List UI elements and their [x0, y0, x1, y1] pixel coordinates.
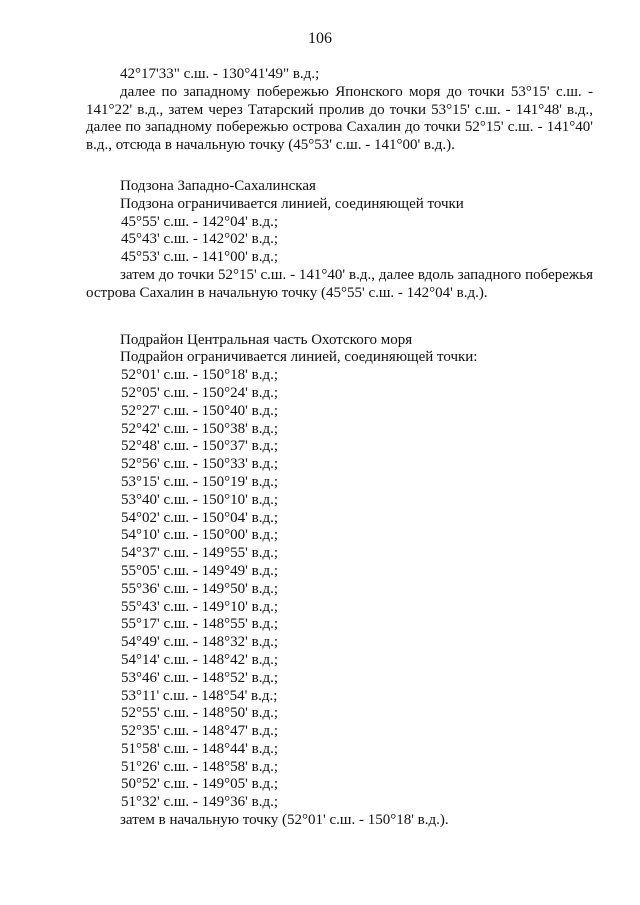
coordinate-point: 52°27' с.ш. - 150°40' в.д.; [121, 402, 278, 419]
coordinate-point: 45°55' с.ш. - 142°04' в.д.; [121, 213, 278, 230]
section-intro-west-sakhalin: Подзона ограничивается линией, соединяющей точки [120, 195, 464, 212]
coordinate-line: 42°17'33" с.ш. - 130°41'49" в.д.; [120, 66, 320, 82]
coordinate-point: 45°43' с.ш. - 142°02' в.д.; [121, 231, 278, 248]
coordinate-point: 52°55' с.ш. - 148°50' в.д.; [121, 705, 278, 722]
coordinate-list-west-sakhalin [86, 214, 593, 267]
coordinate-point: 54°14' с.ш. - 148°42' в.д.; [121, 651, 278, 668]
coordinate-point: 52°42' с.ш. - 150°38' в.д.; [121, 420, 278, 437]
coordinate-point: 53°11' с.ш. - 148°54' в.д.; [121, 687, 278, 704]
coordinate-point: 53°40' с.ш. - 150°10' в.д.; [121, 491, 278, 508]
document-body [86, 66, 593, 830]
coordinate-point: 53°15' с.ш. - 150°19' в.д.; [121, 473, 278, 490]
coordinate-point: 52°01' с.ш. - 150°18' в.д.; [121, 367, 278, 384]
coordinate-point: 54°10' с.ш. - 150°00' в.д.; [121, 527, 278, 544]
coordinate-point: 52°35' с.ш. - 148°47' в.д.; [121, 723, 278, 740]
coordinate-point: 55°43' с.ш. - 149°10' в.д.; [121, 598, 278, 615]
coordinate-point: 52°48' с.ш. - 150°37' в.д.; [121, 438, 278, 455]
section-title-central-okhotsk: Подрайон Центральная часть Охотского моря [120, 331, 413, 348]
coordinate-point: 45°53' с.ш. - 141°00' в.д.; [121, 249, 278, 266]
coordinate-point: 51°32' с.ш. - 149°36' в.д.; [121, 794, 278, 811]
coordinate-point: 54°02' с.ш. - 150°04' в.д.; [121, 509, 278, 526]
coordinate-list-central-okhotsk [86, 367, 593, 812]
coordinate-point: 54°37' с.ш. - 149°55' в.д.; [121, 545, 278, 562]
section-spacer [86, 155, 593, 178]
coordinate-point: 55°05' с.ш. - 149°49' в.д.; [121, 562, 278, 579]
coordinate-point: 52°05' с.ш. - 150°24' в.д.; [121, 384, 278, 401]
coordinate-point: 55°36' с.ш. - 149°50' в.д.; [121, 580, 278, 597]
coordinate-point: 52°56' с.ш. - 150°33' в.д.; [121, 456, 278, 473]
coordinate-point: 54°49' с.ш. - 148°32' в.д.; [121, 634, 278, 651]
coordinate-point: 53°46' с.ш. - 148°52' в.д.; [121, 669, 278, 686]
coordinate-point: 55°17' с.ш. - 148°55' в.д.; [121, 616, 278, 633]
coordinate-point: 50°52' с.ш. - 149°05' в.д.; [121, 776, 278, 793]
section-closing-west-sakhalin: затем до точки 52°15' с.ш. - 141°40' в.д., далее вдоль западного побережья острова Сахалин в начальную точку (45°55' с.ш. - 142°04' в.д.). [86, 266, 593, 301]
coordinate-point: 51°58' с.ш. - 148°44' в.д.; [121, 740, 278, 757]
page-number: 106 [308, 30, 332, 47]
coordinate-point: 51°26' с.ш. - 148°58' в.д.; [121, 758, 278, 775]
section-spacer [86, 303, 593, 332]
boundary-description: далее по западному побережью Японского моря до точки 53°15' с.ш. - 141°22' в.д., затем через Татарский пролив до точки 53°15' с.ш. - 141°48' в.д., далее по западному побережью острова Сахалин до точки 52°15' с.ш. - 141°40' в.д., отсюда в начальную точку (45°53' с.ш. - 141°00' в.д.). [86, 83, 593, 154]
section-intro-central-okhotsk: Подрайон ограничивается линией, соединяющей точки: [120, 349, 478, 366]
section-closing-central-okhotsk: затем в начальную точку (52°01' с.ш. - 150°18' в.д.). [120, 812, 449, 829]
section-title-west-sakhalin: Подзона Западно-Сахалинская [120, 177, 316, 194]
